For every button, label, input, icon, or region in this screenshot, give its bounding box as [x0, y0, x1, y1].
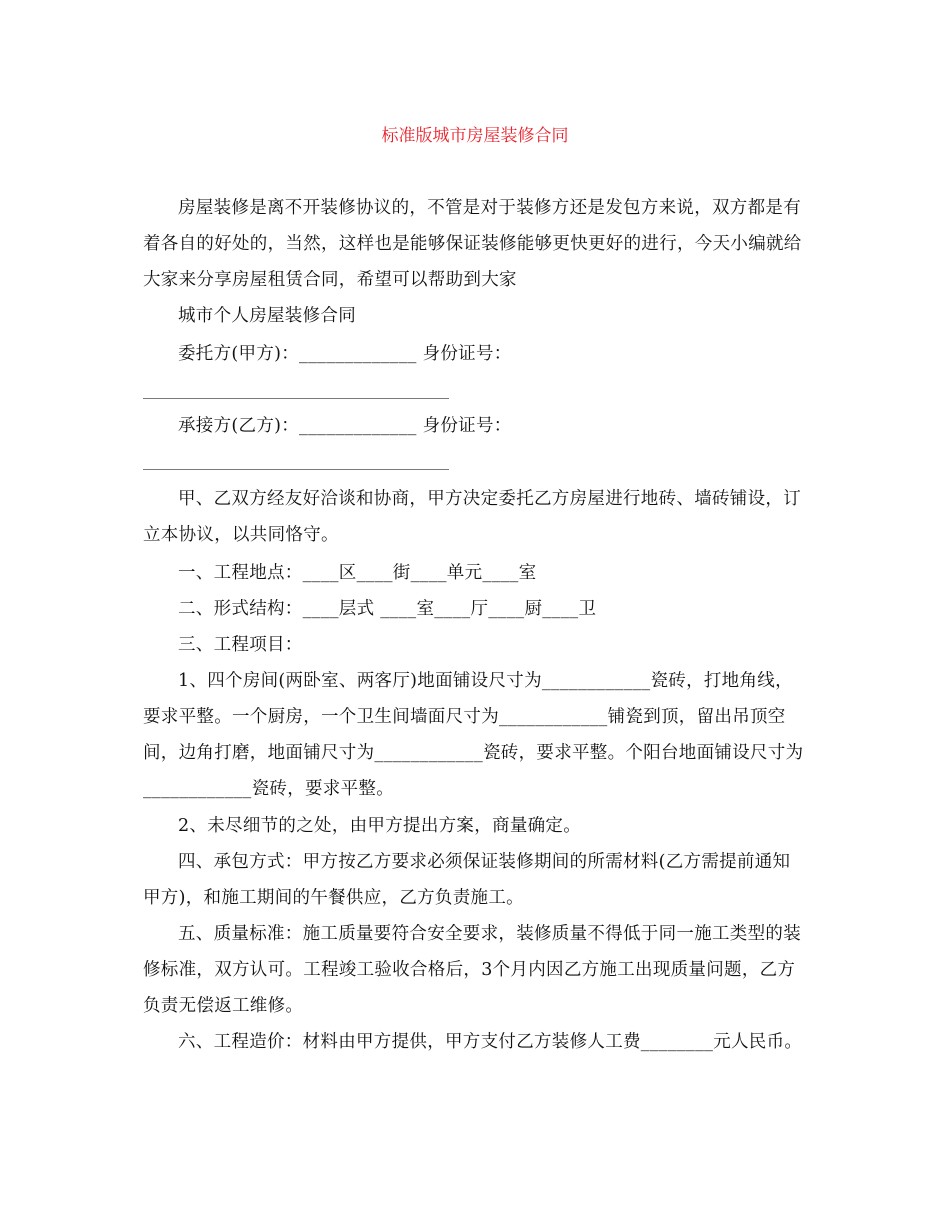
party-b-id-blank — [143, 469, 449, 470]
clause-contract-method: 四、承包方式：甲方按乙方要求必须保证装修期间的所需材料(乙方需提前通知甲方)，和施工期间的午餐供应，乙方负责施工。 — [143, 852, 791, 908]
intro-paragraph: 房屋装修是离不开装修协议的，不管是对于装修方还是发包方来说，双方都是有着各自的好处的，当然，这样也是能够保证装修能够更快更好的进行，今天小编就给大家来分享房屋租赁合同，希望可以帮助到大家 — [143, 198, 802, 290]
clause-price: 六、工程造价：材料由甲方提供，甲方支付乙方装修人工费________元人民币。 — [178, 1032, 803, 1052]
clause-structure: 二、形式结构：____层式 ____室____厅____厨____卫 — [178, 599, 597, 619]
clause-location: 一、工程地点：____区____街____单元____室 — [178, 563, 537, 583]
party-b-line: 承接方(乙方)：_____________ 身份证号： — [178, 416, 512, 436]
clause-items: 三、工程项目： — [178, 635, 303, 655]
agreement-paragraph: 甲、乙双方经友好洽谈和协商，甲方决定委托乙方房屋进行地砖、墙砖铺设，订立本协议，以共同恪守。 — [143, 489, 801, 545]
clause-item-1: 1、四个房间(两卧室、两客厅)地面铺设尺寸为____________瓷砖，打地角线，要求平整。一个厨房，一个卫生间墙面尺寸为____________铺瓷到顶，留出吊顶空间，边角打磨，地面铺尺寸为____________瓷砖，要求平整。个阳台地面铺设尺寸为____________瓷砖，要求平整。 — [143, 671, 804, 799]
clause-item-2: 2、未尽细节的之处，由甲方提出方案，商量确定。 — [178, 816, 582, 836]
contract-heading: 城市个人房屋装修合同 — [178, 306, 356, 326]
document-title: 标准版城市房屋装修合同 — [381, 126, 569, 146]
party-a-id-blank — [143, 398, 449, 399]
clause-quality: 五、质量标准：施工质量要符合安全要求，装修质量不得低于同一施工类型的装修标准，双方认可。工程竣工验收合格后，3个月内因乙方施工出现质量问题，乙方负责无偿返工维修。 — [143, 924, 801, 1016]
party-a-line: 委托方(甲方)：_____________ 身份证号： — [178, 344, 512, 364]
